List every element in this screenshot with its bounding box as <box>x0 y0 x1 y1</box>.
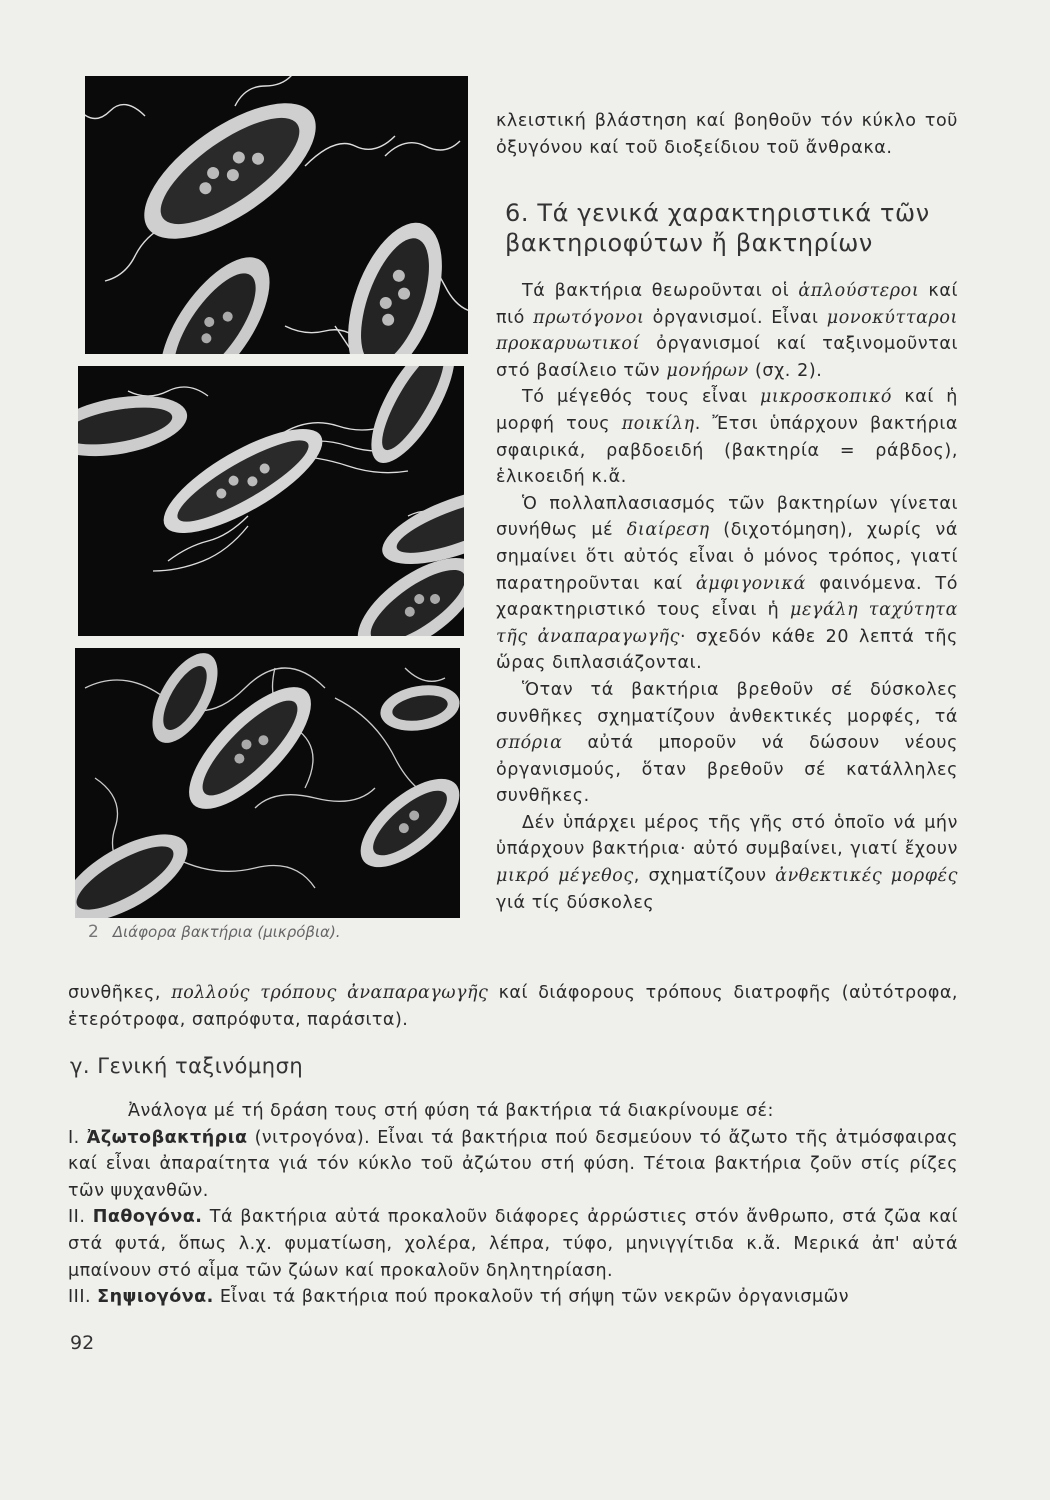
emphasis: ἀμφιγονικά <box>695 573 806 594</box>
text-span: Δέν ὑπάρχει μέρος τῆς γῆς στό ὁποῖο νά μήν ὑπάρχουν βακτήρια· αὐτό συμβαίνει, γιατί ἔχουν <box>496 812 958 860</box>
emphasis: πρωτόγονοι <box>533 307 645 328</box>
classification-title: γ. Γενική ταξινόμηση <box>70 1054 304 1078</box>
text-span: Ὅταν τά βακτήρια βρεθοῦν σέ δύσκολες συνθῆκες σχηματίζουν ἀνθεκτικές μορφές, τά <box>496 679 958 727</box>
text-span: Ὁ πολλαπλασιασμός τῶν βακτηρίων γίνεται συνήθως μέ <box>496 493 958 541</box>
item-number: ΙΙ. <box>68 1207 86 1228</box>
text-span: καί διάφορους τρόπους διατροφῆς (αὐτότροφα, ἑτερότροφα, σαπρόφυτα, παράσιτα). <box>68 983 958 1030</box>
item-number: Ι. <box>68 1127 80 1148</box>
text-span: καί πιό <box>496 281 958 328</box>
emphasis: σπόρια <box>496 733 563 754</box>
classification-item-1 <box>68 1125 958 1205</box>
text-span: συνθῆκες, <box>68 983 172 1003</box>
paragraph-1 <box>496 278 958 384</box>
text-span: · σχεδόν κάθε 20 λεπτά τῆς ὥρας διπλασιάζονται. <box>496 626 958 674</box>
emphasis: μεγάλη ταχύτητα τῆς ἀναπαραγωγῆς <box>496 600 958 647</box>
paragraph-3 <box>496 491 958 677</box>
text-span: καί ἡ μορφή τους <box>496 387 958 434</box>
text-span: γιά τίς δύσκολες <box>496 892 655 913</box>
figure-caption <box>88 922 341 942</box>
emphasis: ποικίλη <box>621 413 695 434</box>
section-title-line-2: βακτηριοφύτων ἤ βακτηρίων <box>505 229 873 257</box>
emphasis: μικρό μέγεθος <box>496 866 634 887</box>
text-span: (διχοτόμηση), χωρίς νά σημαίνει ὅτι αὐτός εἶναι ὁ μόνος τρόπος, γιατί παρατηροῦνται καί <box>496 520 958 594</box>
paragraph-5-end <box>68 980 958 1033</box>
bacteria-illustration-middle <box>78 366 464 636</box>
text-span: Τό μέγεθός τους εἶναι <box>522 387 760 408</box>
section-title <box>505 198 965 258</box>
text-span: ὀργανισμοί. Εἶναι <box>644 307 827 328</box>
page-number: 92 <box>70 1332 95 1354</box>
emphasis: μονοκύτταροι προκαρυωτικοί <box>496 307 958 355</box>
emphasis: μικροσκοπικό <box>759 387 893 408</box>
intro-paragraph: κλειστική βλάστηση καί βοηθοῦν τόν κύκλο τοῦ ὀξυγόνου καί τοῦ διοξείδιου τοῦ ἄνθρακα. <box>496 111 958 158</box>
bacteria-drawing <box>85 76 468 354</box>
bacteria-drawing <box>78 366 464 636</box>
text-span: Τά βακτήρια θεωροῦνται οἱ <box>522 281 799 301</box>
bacteria-illustration-top <box>85 76 468 354</box>
classification-body <box>68 1098 958 1311</box>
text-span: ὀργανισμοί καί ταξινομοῦνται στό βασίλειο τῶν <box>496 334 958 381</box>
section-title-line-1: 6. Τά γενικά χαρακτηριστικά τῶν <box>505 199 930 227</box>
bacteria-drawing <box>75 648 460 918</box>
item-term: Ἀζωτοβακτήρια <box>86 1127 248 1148</box>
text-span: , σχηματίζουν <box>633 866 776 887</box>
item-text: Τά βακτήρια αὐτά προκαλοῦν διάφορες ἀρρώστιες στόν ἄνθρωπο, στά ζῶα καί στά φυτά, ὅπως λ.χ. φυματίωση, χολέρα, λέπρα, τύφο, μηνιγγίτιδα κ.ἄ. Μερικά ἀπ' αὐτά μπαίνουν στό αἷμα τῶν ζώων καί προκαλοῦν δηλητηρίαση. <box>68 1207 958 1281</box>
classification-item-3 <box>68 1284 958 1311</box>
emphasis: ἁπλούστεροι <box>798 281 920 301</box>
paragraph-4 <box>496 677 958 810</box>
paragraph-5 <box>496 810 958 916</box>
bacteria-illustration-bottom <box>75 648 460 918</box>
item-term: Σηψιογόνα. <box>97 1287 214 1308</box>
emphasis: διαίρεση <box>626 520 710 541</box>
paragraph-2 <box>496 384 958 490</box>
text-span: αὐτά μποροῦν νά δώσουν νέους ὀργανισμούς, ὅταν βρεθοῦν σέ κατάλληλες συνθῆκες. <box>496 733 958 807</box>
text-span: (σχ. 2). <box>748 360 823 381</box>
classification-intro: Ἀνάλογα μέ τή δράση τους στή φύση τά βακτήρια τά διακρίνουμε σέ: <box>128 1101 774 1121</box>
item-text: Εἶναι τά βακτήρια πού προκαλοῦν τή σήψη τῶν νεκρῶν ὀργανισμῶν <box>213 1287 850 1308</box>
item-number: ΙΙΙ. <box>68 1287 92 1308</box>
paragraph-5-continuation <box>68 980 958 1033</box>
classification-item-2 <box>68 1204 958 1284</box>
intro-fragment <box>496 108 958 161</box>
emphasis: πολλούς τρόπους ἀναπαραγωγῆς <box>171 983 489 1003</box>
figure-number: 2 <box>88 922 99 942</box>
item-text: (νιτρογόνα). Εἶναι τά βακτήρια πού δεσμεύουν τό ἄζωτο τῆς ἀτμόσφαιρας καί εἶναι ἀπαραίτητα γιά τόν κύκλο τοῦ ἀζώτου στή φύση. Τέτοια βακτήρια ζοῦν στίς ρίζες τῶν ψυχανθῶν. <box>68 1127 958 1201</box>
item-term: Παθογόνα. <box>92 1207 203 1228</box>
text-span: φαινόμενα. Τό χαρακτηριστικό τους εἶναι ἡ <box>496 573 959 621</box>
emphasis: ἀνθεκτικές μορφές <box>775 866 959 887</box>
figure-caption-text: Διάφορα βακτήρια (μικρόβια). <box>112 923 341 941</box>
emphasis: μονήρων <box>666 360 749 381</box>
text-span: . Ἔτσι ὑπάρχουν βακτήρια σφαιρικά, ραβδοειδή (βακτηρία = ράβδος), ἑλικοειδή κ.ἄ. <box>496 413 958 488</box>
section-body <box>496 278 958 916</box>
